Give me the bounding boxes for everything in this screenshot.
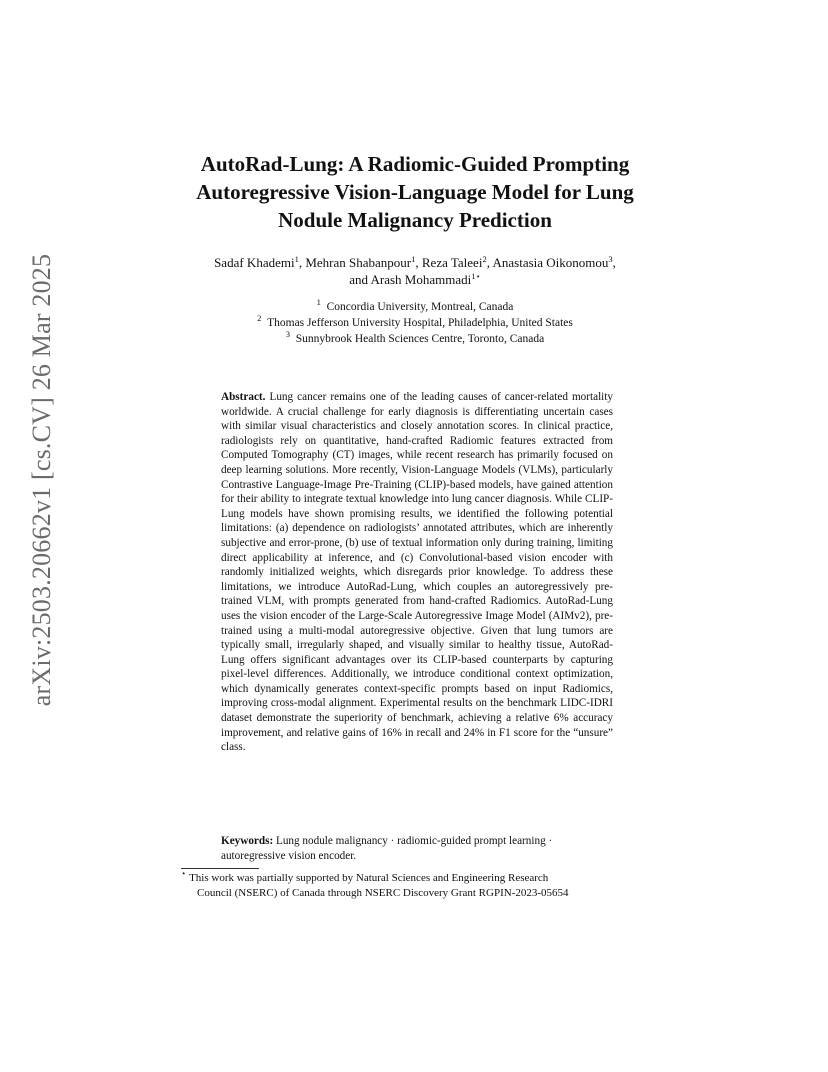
arxiv-identifier-text: arXiv:2503.20662v1 [cs.CV] 26 Mar 2025 [27, 253, 56, 707]
arxiv-identifier [22, 253, 62, 707]
author-affil-mark: 1⋆ [471, 271, 481, 281]
author-conjunction: and [349, 272, 371, 287]
affiliation-text: Sunnybrook Health Sciences Centre, Toronto, Canada [295, 333, 545, 345]
author-name: Anastasia Oikonomou [492, 255, 609, 270]
author-line-2 [150, 271, 680, 288]
footnote-text: This work was partially supported by Natural Sciences and Engineering Research [189, 872, 549, 884]
affiliation-text: Concordia University, Montreal, Canada [326, 301, 514, 313]
author-line-1: Sadaf Khademi$^1$, Mehran Shabanpour$^1$, Reza Taleei$^2$, Anastasia Oikonomou$^3$, [214, 254, 616, 270]
abstract-text: Lung cancer remains one of the leading causes of cancer-related mortality worldwide. A crucial challenge for early diagnosis is differentiating uncertain cases with similar visual characteristics and closely annotation scores. In clinical practice, radiologists rely on quantitative, hand-crafted Radiomic features extracted from Computed Tomography (CT) images, while recent research has primarily focused on deep learning solutions. More recently, Vision-Language Models (VLMs), particularly Contrastive Language-Image Pre-Training (CLIP)-based models, have gained attention for their ability to integrate textual knowledge into lung cancer diagnosis. While CLIP-Lung models have shown promising results, we identified the following potential limitations: (a) dependence on radiologists’ annotated attributes, which are inherently subjective and error-prone, (b) use of textual information only during training, limiting direct applicability at inference, and (c) Convolutional-based vision encoder with randomly initialized weights, which disregards prior knowledge. To address these limitations, we introduce AutoRad-Lung, which couples an autoregressively pre-trained VLM, with prompts generated from hand-crafted Radiomics. AutoRad-Lung uses the vision encoder of the Large-Scale Autoregressive Image Model (AIMv2), pre-trained using a multi-modal autoregressive objective. Given that lung tumors are typically small, irregularly shaped, and visually similar to healthy tissue, AutoRad-Lung offers significant advantages over its CLIP-based counterparts by capturing pixel-level differences. Additionally, we introduce conditional context optimization, which dynamically generates context-specific prompts based on input Radiomics, improving cross-modal alignment. Experimental results on the benchmark LIDC-IDRI dataset demonstrate the superiority of benchmark, achieving a relative 6% accuracy improvement, and relative gains of 16% in recall and 24% in F1 score for the “unsure” class. [221, 391, 613, 754]
title-line: AutoRad-Lung: A Radiomic-Guided Prompting [200, 152, 630, 176]
author-affil-mark: 2 [482, 254, 487, 264]
author-name: Mehran Shabanpour [305, 255, 412, 270]
abstract [221, 390, 613, 755]
author-name: Sadaf Khademi [214, 255, 295, 270]
abstract-label: Abstract. [221, 391, 266, 403]
affiliation-number: 2 [257, 313, 262, 323]
title-line: Nodule Malignancy Prediction [278, 208, 552, 232]
footnote-line-1 [181, 868, 653, 886]
author-name: Arash Mohammadi [370, 272, 472, 287]
footnote-rule [181, 868, 259, 869]
footnote-line-2: Council (NSERC) of Canada through NSERC Discovery Grant RGPIN-2023-05654 [197, 886, 569, 899]
footnote [181, 868, 653, 900]
keywords [221, 834, 613, 863]
author-name: Reza Taleei [421, 255, 483, 270]
author-affil-mark: 1 [294, 254, 299, 264]
author-affil-mark: 3 [608, 254, 613, 264]
author-affil-mark: 1 [411, 254, 416, 264]
footnote-mark: ⋆ [181, 868, 187, 878]
affiliation [150, 315, 680, 331]
keywords-text: Lung nodule malignancy · radiomic-guided prompt learning · autoregressive vision encoder. [221, 835, 553, 862]
affiliation-text: Thomas Jefferson University Hospital, Philadelphia, United States [267, 317, 573, 329]
paper-title [150, 150, 680, 234]
affiliation [150, 299, 680, 315]
author-list [150, 254, 680, 288]
affiliation-number: 1 [316, 297, 321, 307]
title-line: Autoregressive Vision-Language Model for Lung [196, 180, 634, 204]
affiliation-list [150, 299, 680, 347]
keywords-label: Keywords: [221, 835, 274, 847]
affiliation [150, 331, 680, 347]
affiliation-number: 3 [285, 329, 291, 339]
